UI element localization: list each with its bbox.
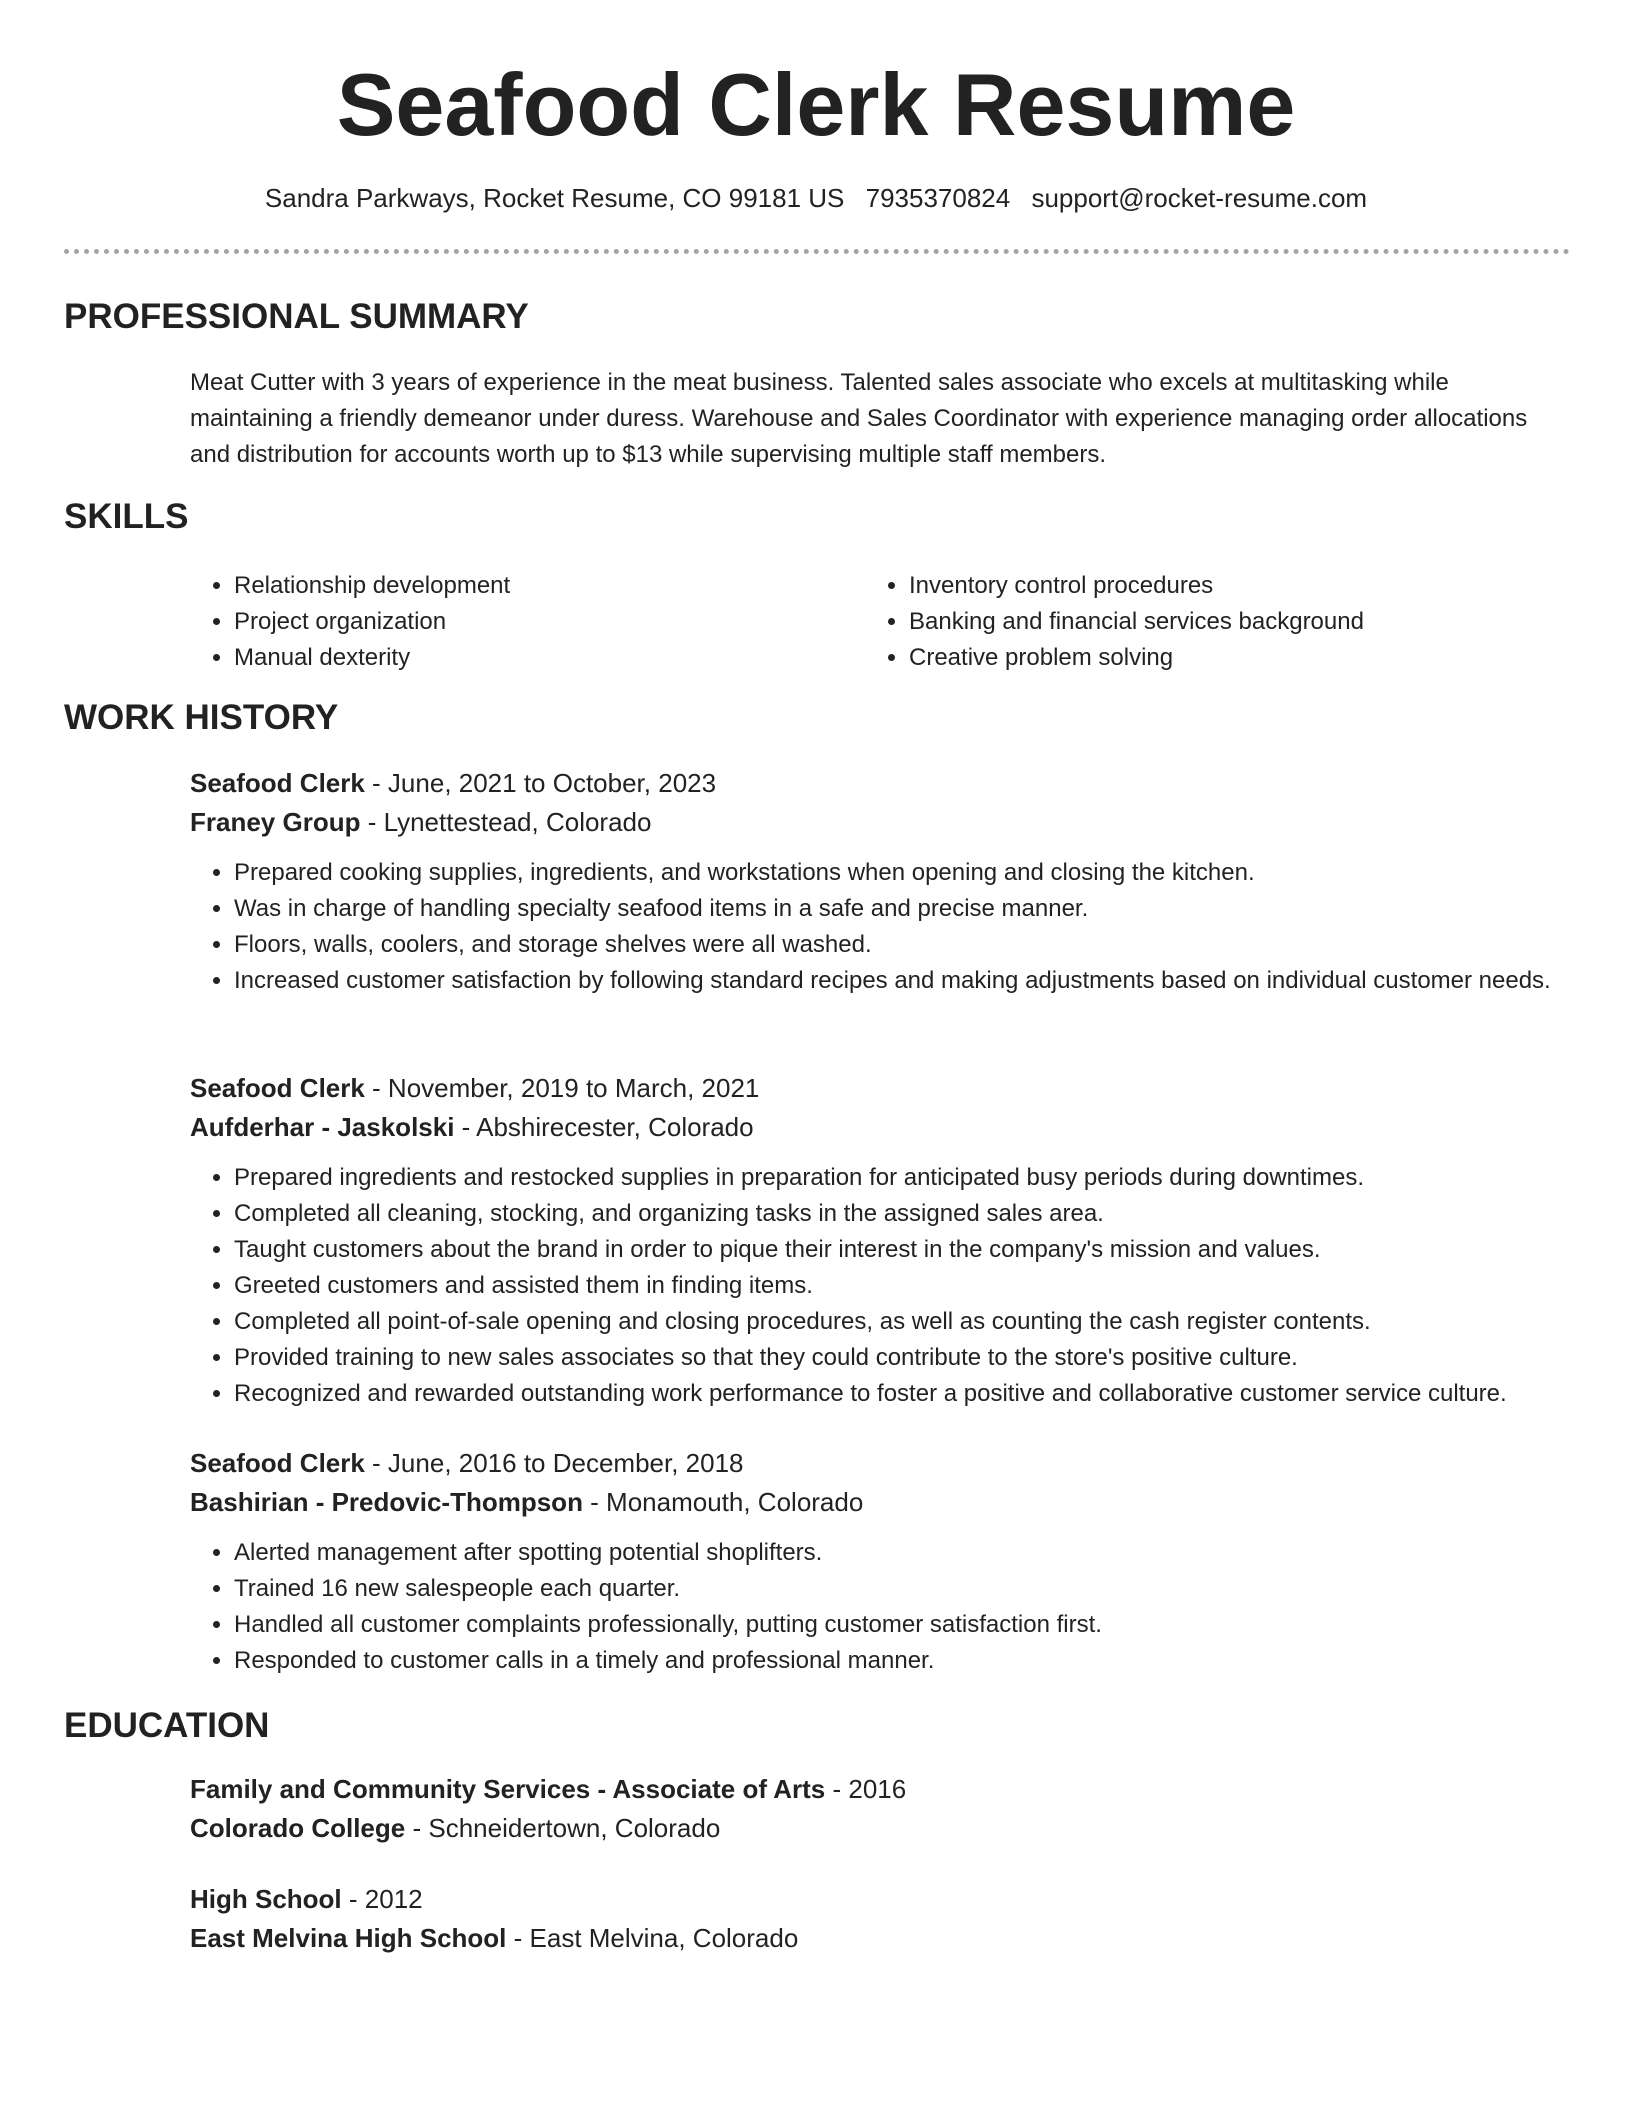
skill-item: • Manual dexterity — [234, 640, 850, 676]
education-degree-line — [190, 1770, 1580, 1808]
job-bullet: • Greeted customers and assisted them in finding items. — [234, 1268, 1580, 1304]
job-dates: - November, 2019 to March, 2021 — [364, 1073, 760, 1103]
skills-list-right — [865, 568, 1565, 676]
job-company-line — [190, 1108, 1580, 1146]
job-bullet: • Floors, walls, coolers, and storage shelves were all washed. — [234, 927, 1580, 963]
job-entry — [190, 764, 1580, 999]
education-school: East Melvina High School — [190, 1923, 507, 1953]
education-entry — [190, 1770, 1580, 1847]
skill-item: • Banking and financial services background — [909, 604, 1565, 640]
job-bullet: • Completed all point-of-sale opening and closing procedures, as well as counting the cash register contents. — [234, 1304, 1580, 1340]
job-title-line — [190, 1444, 1580, 1482]
education-location: - Schneidertown, Colorado — [405, 1813, 721, 1843]
job-bullet: • Prepared cooking supplies, ingredients, and workstations when opening and closing the kitchen. — [234, 855, 1580, 891]
resume-title: Seafood Clerk Resume — [336, 55, 1296, 154]
skill-item: • Project organization — [234, 604, 850, 640]
job-location: - Lynettestead, Colorado — [360, 807, 652, 837]
job-dates: - June, 2021 to October, 2023 — [364, 768, 717, 798]
contact-address: Sandra Parkways, Rocket Resume, CO 99181 US — [264, 183, 845, 213]
job-company: Aufderhar - Jaskolski — [190, 1112, 455, 1142]
education-degree: High School — [190, 1884, 342, 1914]
job-bullet: • Trained 16 new salespeople each quarter. — [234, 1571, 1580, 1607]
education-entry — [190, 1880, 1580, 1957]
job-company-line — [190, 1483, 1580, 1521]
skills-list-left — [190, 568, 850, 676]
job-location: - Monamouth, Colorado — [582, 1487, 864, 1517]
education-school: Colorado College — [190, 1813, 406, 1843]
job-title-line — [190, 1069, 1580, 1107]
summary-heading: PROFESSIONAL SUMMARY — [64, 297, 529, 336]
job-bullet: • Completed all cleaning, stocking, and organizing tasks in the assigned sales area. — [234, 1196, 1580, 1232]
skill-item: • Creative problem solving — [909, 640, 1565, 676]
header-divider — [64, 249, 1570, 254]
skills-right-column — [865, 568, 1565, 676]
job-bullet: • Prepared ingredients and restocked supplies in preparation for anticipated busy periods during downtimes. — [234, 1160, 1580, 1196]
job-bullet: • Provided training to new sales associates so that they could contribute to the store's positive culture. — [234, 1340, 1580, 1376]
skill-item: • Relationship development — [234, 568, 850, 604]
job-bullets — [190, 855, 1580, 999]
job-bullet: • Increased customer satisfaction by following standard recipes and making adjustments based on individual customer needs. — [234, 963, 1580, 999]
contact-email: support@rocket-resume.com — [1031, 183, 1368, 213]
job-bullet: • Was in charge of handling specialty seafood items in a safe and precise manner. — [234, 891, 1580, 927]
job-bullets — [190, 1535, 1580, 1679]
summary-text: Meat Cutter with 3 years of experience in the meat business. Talented sales associate who excels at multitasking while maintaining a friendly demeanor under duress. Warehouse and Sales Coordinator with experience managing order allocations and distribution for accounts worth up to $13 while supervising multiple staff members. — [190, 369, 1528, 468]
education-degree: Family and Community Services - Associate of Arts — [190, 1774, 826, 1804]
education-heading: EDUCATION — [64, 1706, 270, 1745]
contact-line — [0, 182, 1632, 216]
job-title: Seafood Clerk — [190, 768, 365, 798]
work-history-heading: WORK HISTORY — [64, 698, 339, 737]
job-bullet: • Recognized and rewarded outstanding work performance to foster a positive and collaborative customer service culture. — [234, 1376, 1580, 1412]
contact-phone: 7935370824 — [865, 183, 1011, 213]
job-company: Bashirian - Predovic-Thompson — [190, 1487, 583, 1517]
job-title: Seafood Clerk — [190, 1448, 365, 1478]
education-location: - East Melvina, Colorado — [506, 1923, 799, 1953]
skill-item: • Inventory control procedures — [909, 568, 1565, 604]
job-company-line — [190, 803, 1580, 841]
education-year: - 2012 — [341, 1884, 423, 1914]
job-bullet: • Taught customers about the brand in order to pique their interest in the company's mission and values. — [234, 1232, 1580, 1268]
education-school-line — [190, 1919, 1580, 1957]
job-company: Franey Group — [190, 807, 361, 837]
education-school-line — [190, 1809, 1580, 1847]
education-degree-line — [190, 1880, 1580, 1918]
job-location: - Abshirecester, Colorado — [454, 1112, 754, 1142]
job-title: Seafood Clerk — [190, 1073, 365, 1103]
job-entry — [190, 1069, 1580, 1412]
job-entry — [190, 1444, 1580, 1679]
skills-left-column — [190, 568, 850, 676]
job-bullet: • Responded to customer calls in a timely and professional manner. — [234, 1643, 1580, 1679]
skills-heading: SKILLS — [64, 497, 189, 536]
job-bullet: • Handled all customer complaints professionally, putting customer satisfaction first. — [234, 1607, 1580, 1643]
job-bullets — [190, 1160, 1580, 1412]
education-year: - 2016 — [825, 1774, 907, 1804]
job-dates: - June, 2016 to December, 2018 — [364, 1448, 744, 1478]
job-bullet: • Alerted management after spotting potential shoplifters. — [234, 1535, 1580, 1571]
job-title-line — [190, 764, 1580, 802]
